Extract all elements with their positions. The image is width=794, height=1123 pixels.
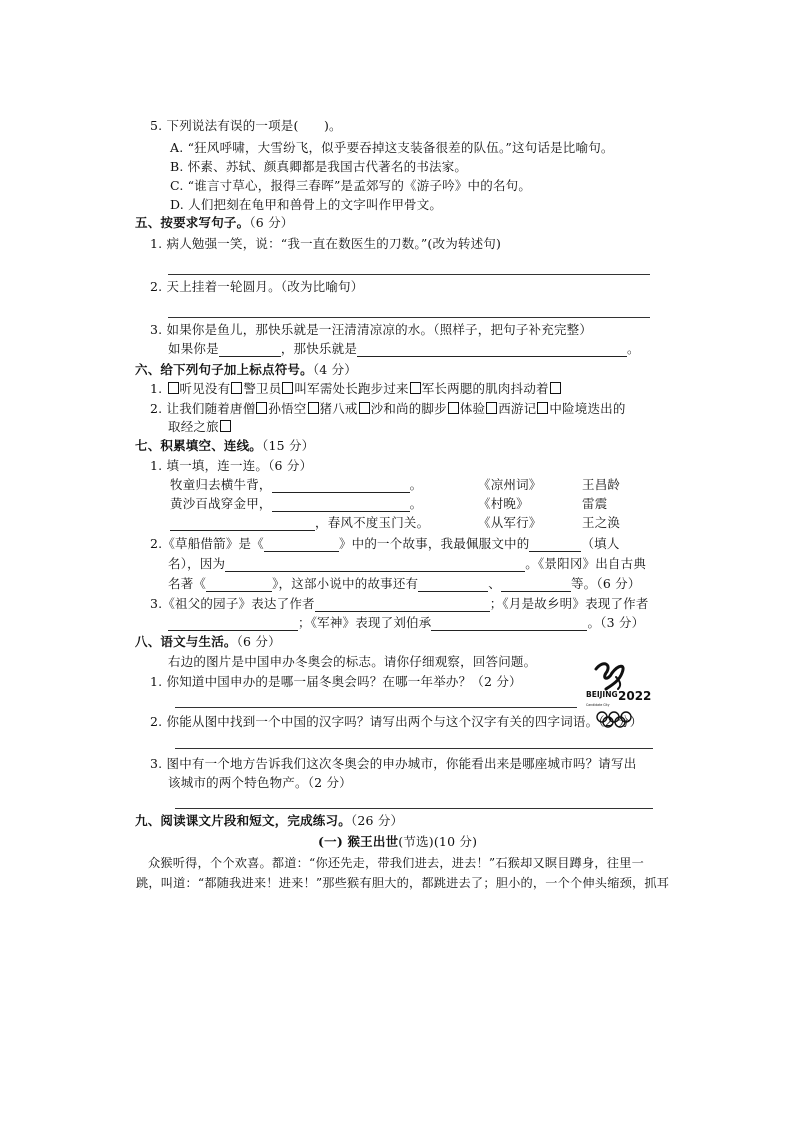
sec6-score: （4 分） [312,362,357,377]
q5-stem: 5. 下列说法有误的一项是( )。 [150,118,342,133]
sec9-subheading [318,834,477,850]
sec7-q3-line2 [168,615,644,631]
sec7-score: （15 分） [262,438,315,453]
sec6-s1 [150,381,562,397]
sec5-score: （6 分） [249,215,294,230]
sec7-title: 七、积累填空、连线。 [135,438,263,453]
sec5-q1: 1. 病人勉强一笑，说：“我一直在数医生的刀数。”(改为转述句) [150,236,502,251]
winter-games-emblem-icon [582,655,654,735]
answer-line[interactable] [168,274,650,275]
text: 、 [488,576,501,591]
blank[interactable] [272,498,410,512]
blank[interactable] [431,617,587,631]
sec5-q3-fill [168,341,640,357]
punct-box[interactable] [282,382,293,394]
punct-box[interactable] [448,402,459,414]
seg: 孙悟空 [268,401,307,416]
blank[interactable] [225,558,525,572]
punct-box[interactable] [168,382,179,394]
sec6-heading [135,362,357,378]
text: 2.《草船借箭》是《 [150,536,264,551]
sec5-q2: 2. 天上挂着一轮圆月。（改为比喻句） [150,279,364,294]
sec8-title: 八、语文与生活。 [135,634,237,649]
answer-line[interactable] [175,707,577,708]
sec8-q1: 1. 你知道中国申办的是哪一届冬奥会吗？在哪一年举办？（2 分） [150,674,522,689]
poem-title-1[interactable]: 《凉州词》 [478,477,542,492]
q5-option-d: D. 人们把刻在龟甲和兽骨上的文字叫作甲骨文。 [170,197,443,212]
blank[interactable] [206,578,272,592]
q5-option-b: B. 怀素、苏轼、颜真卿都是我国古代著名的书法家。 [170,159,468,174]
blank[interactable] [219,343,281,357]
verse: 牧童归去横牛背， [170,477,272,492]
seg: 1. [150,381,167,396]
text: 》，这部小说中的故事还有 [272,576,419,591]
poet-2[interactable]: 雷震 [582,496,608,511]
blank[interactable] [357,343,627,357]
answer-line[interactable] [175,808,653,809]
blank[interactable] [272,479,410,493]
period: 。 [409,496,423,511]
text: 名），因为 [168,556,226,571]
answer-line[interactable] [168,317,650,318]
sec7-q2-line1 [150,536,620,552]
sec5-title: 五、按要求写句子。 [135,215,250,230]
seg: 警卫员 [243,381,282,396]
seg: 猪八戒 [319,401,358,416]
punct-box[interactable] [410,382,421,394]
seg: 取经之旅 [168,419,219,434]
seg: 沙和尚的脚步 [370,401,447,416]
punct-box[interactable] [359,402,370,414]
seg: 中险境迭出的 [549,401,626,416]
punct-box[interactable] [308,402,319,414]
sec5-heading [135,215,294,231]
answer-line[interactable] [175,748,653,749]
sec9-title: 九、阅读课文片段和短文，完成练习。 [135,813,351,828]
period: 。 [409,477,423,492]
fill-prefix: 如果你是 [168,341,219,356]
blank[interactable] [170,517,315,531]
sec6-s2 [150,401,626,417]
sec9-heading [135,813,403,829]
punct-box[interactable] [231,382,242,394]
fill-end: 。 [627,341,640,356]
logo-city-text: BEIJING [586,690,618,699]
punct-box[interactable] [550,382,561,394]
sec7-q3-line1 [150,596,649,612]
passage-line-2: 跳，叫道：“都随我进来！进来！”那些猴有胆大的，都跳进去了；胆小的，一个个伸头缩颈，抓耳 [136,876,670,890]
q5-option-c: C. “谁言寸草心，报得三春晖”是孟郊写的《游子吟》中的名句。 [170,178,532,193]
q5-option-a: A. “狂风呼啸，大雪纷飞，似乎要吞掉这支装备很差的队伍。”这句话是比喻句。 [170,140,614,155]
punct-box[interactable] [220,420,231,432]
blank[interactable] [418,578,488,592]
blank[interactable] [501,578,571,592]
text: 。《景阳冈》出自古典 [525,556,647,571]
text: 。（3 分） [587,615,645,630]
sec7-heading [135,438,314,454]
sec8-q3-line2: 该城市的两个特色物产。（2 分） [168,775,352,790]
sec6-title: 六、给下列句子加上标点符号。 [135,362,313,377]
sec7-q2-line2 [168,556,646,572]
sec8-q3-line1: 3. 图中有一个地方告诉我们这次冬奥会的申办城市，你能看出来是哪座城市吗？请写出 [150,756,637,771]
text: ；《月是故乡明》表现了作者 [489,596,649,611]
poem-line-2 [170,496,422,512]
seg: 体验 [459,401,486,416]
blank[interactable] [264,538,339,552]
seg: 叫军需处长跑步过来 [294,381,409,396]
olympic-rings-icon [597,712,631,727]
beijing-2022-bid-logo [582,655,654,735]
passage-title: (一) 猴王出世 [318,834,399,849]
text: 3.《祖父的园子》表达了作者 [150,596,315,611]
blank[interactable] [315,598,490,612]
sec5-q3: 3. 如果你是鱼儿，那快乐就是一汪清清凉凉的水。（照样子，把句子补充完整） [150,322,593,337]
text: ；《军神》表现了刘伯承 [298,615,432,630]
text: （填人 [581,536,620,551]
fill-middle: ，那快乐就是 [280,341,358,356]
sec7-q1: 1. 填一填，连一连。（6 分） [150,458,313,473]
sec8-intro: 右边的图片是中国申办冬奥会的标志。请你仔细观察，回答问题。 [168,654,537,669]
blank[interactable] [529,538,581,552]
poem-line-3 [170,515,429,531]
punct-box[interactable] [486,402,497,414]
seg: 西游记 [498,401,537,416]
sec8-q2: 2. 你能从图中找到一个中国的汉字吗？请写出两个与这个汉字有关的四字词语。（2 分） [150,714,643,729]
sec8-score: （6 分） [236,634,281,649]
seg: 军长两腮的肌肉抖动着 [421,381,549,396]
verse: ，春风不度玉门关。 [315,515,430,530]
poem-line-1 [170,477,422,493]
blank[interactable] [168,617,298,631]
punct-box[interactable] [537,402,548,414]
seg: 2. 让我们随着唐僧 [150,401,256,416]
passage-note: (节选)(10 分) [398,834,478,849]
punct-box[interactable] [256,402,267,414]
poet-3[interactable]: 王之涣 [582,515,621,530]
text: 名著《 [168,576,207,591]
logo-year-text: 2022 [618,689,652,703]
verse: 黄沙百战穿金甲， [170,496,272,511]
text: 等。（6 分） [570,576,641,591]
sec9-score: （26 分） [350,813,404,828]
text: 》中的一个故事，我最佩服文中的 [338,536,530,551]
sec6-s2-cont [168,419,232,435]
poet-1[interactable]: 王昌龄 [582,477,621,492]
seg: 听见没有 [179,381,231,396]
passage-line-1: 众猴听得，个个欢喜。都道：“你还先走，带我们进去，进去！”石猴却又瞑目蹲身，往里一 [148,856,644,870]
poem-title-3[interactable]: 《从军行》 [478,515,542,530]
poem-title-2[interactable]: 《村晚》 [478,496,529,511]
logo-sub-text: Candidate City [586,703,610,707]
sec7-q2-line3 [168,576,641,592]
sec8-heading [135,634,281,650]
